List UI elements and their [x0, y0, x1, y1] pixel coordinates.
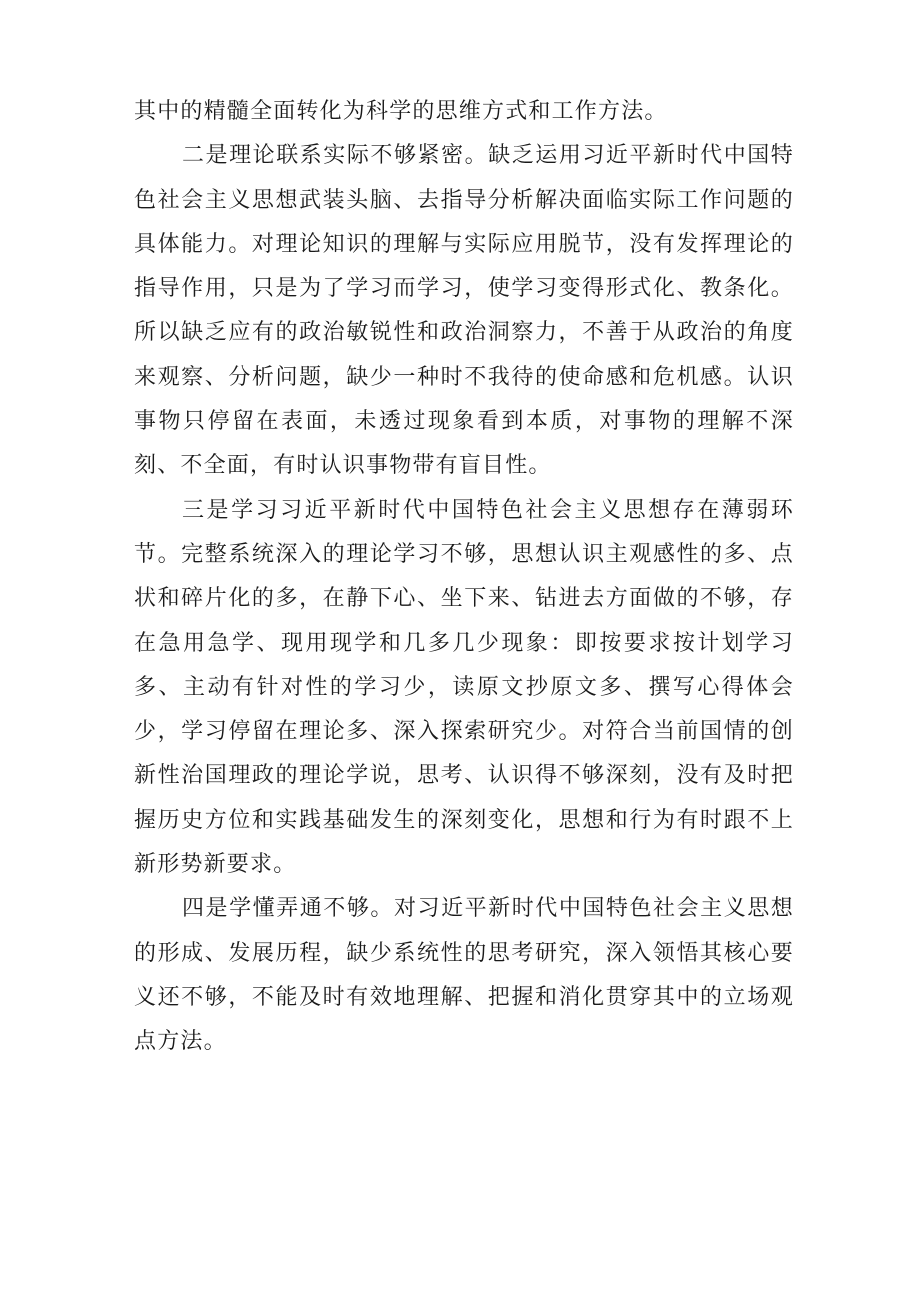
document-body — [134, 90, 794, 1065]
paragraph-point-four: 四是学懂弄通不够。对习近平新时代中国特色社会主义思想的形成、发展历程，缺少系统性的思考研究，深入领悟其核心要义还不够，不能及时有效地理解、把握和消化贯穿其中的立场观点方法。 — [134, 896, 794, 1055]
paragraph-point-two: 二是理论联系实际不够紧密。缺乏运用习近平新时代中国特色社会主义思想武装头脑、去指导分析解决面临实际工作问题的具体能力。对理论知识的理解与实际应用脱节，没有发挥理论的指导作用，只是为了学习而学习，使学习变得形式化、教条化。所以缺乏应有的政治敏锐性和政治洞察力，不善于从政治的角度来观察、分析问题，缺少一种时不我待的使命感和危机感。认识事物只停留在表面，未透过现象看到本质，对事物的理解不深刻、不全面，有时认识事物带有盲目性。 — [134, 143, 794, 479]
paragraph-continuation: 其中的精髓全面转化为科学的思维方式和工作方法。 — [134, 99, 668, 124]
paragraph-point-three: 三是学习习近平新时代中国特色社会主义思想存在薄弱环节。完整系统深入的理论学习不够，思想认识主观感性的多、点状和碎片化的多，在静下心、坐下来、钻进去方面做的不够，存在急用急学、现用现学和几多几少现象：即按要求按计划学习多、主动有针对性的学习少，读原文抄原文多、撰写心得体会少，学习停留在理论多、深入探索研究少。对符合当前国情的创新性治国理政的理论学说，思考、认识得不够深刻，没有及时把握历史方位和实践基础发生的深刻变化，思想和行为有时跟不上新形势新要求。 — [134, 497, 794, 878]
